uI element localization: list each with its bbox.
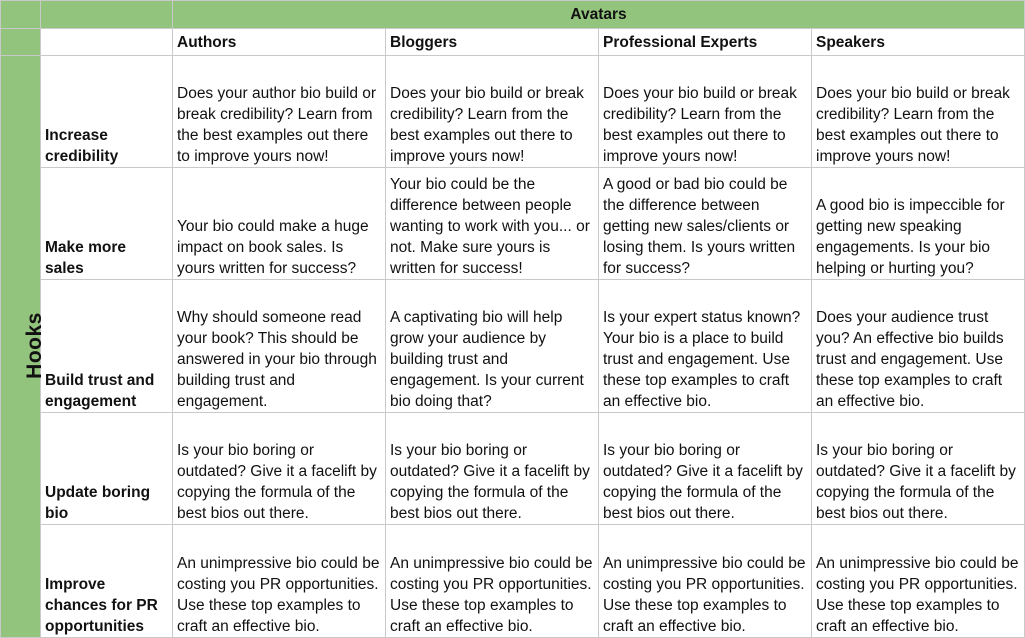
table-row — [1, 413, 1025, 525]
table-row — [1, 56, 1025, 168]
table-cell[interactable]: An unimpressive bio could be costing you PR opportunities. Use these top examples to craft an effective bio. — [599, 525, 812, 638]
table-cell[interactable]: Is your bio boring or outdated? Give it a facelift by copying the formula of the best bios out there. — [599, 413, 812, 525]
table-cell[interactable]: Is your bio boring or outdated? Give it a facelift by copying the formula of the best bios out there. — [386, 413, 599, 525]
table-cell[interactable]: Does your audience trust you? An effective bio builds trust and engagement. Use these top examples to craft an effective bio. — [812, 280, 1025, 413]
table-cell[interactable]: Your bio could be the difference between people wanting to work with you... or not. Make sure yours is written for success! — [386, 168, 599, 280]
table-cell[interactable]: A good bio is impeccible for getting new speaking engagements. Is your bio helping or hurting you? — [812, 168, 1025, 280]
table-cell[interactable]: An unimpressive bio could be costing you PR opportunities. Use these top examples to craft an effective bio. — [812, 525, 1025, 638]
row-header[interactable]: Improve chances for PR opportunities — [41, 525, 173, 638]
corner-cell[interactable] — [1, 1, 41, 29]
hooks-side-header[interactable] — [1, 56, 46, 638]
column-header-row — [1, 29, 1025, 56]
column-header-bloggers[interactable]: Bloggers — [386, 29, 599, 56]
row-header[interactable]: Increase credibility — [41, 56, 173, 168]
blank-header-cell[interactable] — [41, 29, 173, 56]
column-header-professional-experts[interactable]: Professional Experts — [599, 29, 812, 56]
column-header-speakers[interactable]: Speakers — [812, 29, 1025, 56]
table-cell[interactable]: Does your bio build or break credibility? Learn from the best examples out there to improve yours now! — [812, 56, 1025, 168]
table-row — [1, 280, 1025, 413]
table-row — [1, 168, 1025, 280]
table-cell[interactable]: An unimpressive bio could be costing you PR opportunities. Use these top examples to craft an effective bio. — [173, 525, 386, 638]
table-cell[interactable]: A captivating bio will help grow your audience by building trust and engagement. Is your current bio doing that? — [386, 280, 599, 413]
table-row — [1, 525, 1025, 638]
table-cell[interactable]: Is your bio boring or outdated? Give it a facelift by copying the formula of the best bios out there. — [173, 413, 386, 525]
table-cell[interactable]: Does your bio build or break credibility? Learn from the best examples out there to improve yours now! — [599, 56, 812, 168]
row-header[interactable]: Make more sales — [41, 168, 173, 280]
hooks-label: Hooks — [22, 312, 46, 379]
table-cell[interactable]: Is your bio boring or outdated? Give it a facelift by copying the formula of the best bios out there. — [812, 413, 1025, 525]
table-cell[interactable]: Does your bio build or break credibility? Learn from the best examples out there to improve yours now! — [386, 56, 599, 168]
hooks-top-cell[interactable] — [1, 29, 41, 56]
corner-cell-2[interactable] — [41, 1, 173, 29]
row-header[interactable]: Build trust and engagement — [41, 280, 173, 413]
table-cell[interactable]: Why should someone read your book? This should be answered in your bio through building trust and engagement. — [173, 280, 386, 413]
table-cell[interactable]: Does your author bio build or break credibility? Learn from the best examples out there to improve yours now! — [173, 56, 386, 168]
avatars-header[interactable]: Avatars — [173, 1, 1025, 29]
group-header-row — [1, 1, 1025, 29]
row-header[interactable]: Update boring bio — [41, 413, 173, 525]
table-cell[interactable]: Your bio could make a huge impact on book sales. Is yours written for success? — [173, 168, 386, 280]
table-cell[interactable]: An unimpressive bio could be costing you PR opportunities. Use these top examples to craft an effective bio. — [386, 525, 599, 638]
table-cell[interactable]: A good or bad bio could be the difference between getting new sales/clients or losing them. Is yours written for success? — [599, 168, 812, 280]
table-cell[interactable]: Is your expert status known? Your bio is a place to build trust and engagement. Use these top examples to craft an effective bio. — [599, 280, 812, 413]
column-header-authors[interactable]: Authors — [173, 29, 386, 56]
